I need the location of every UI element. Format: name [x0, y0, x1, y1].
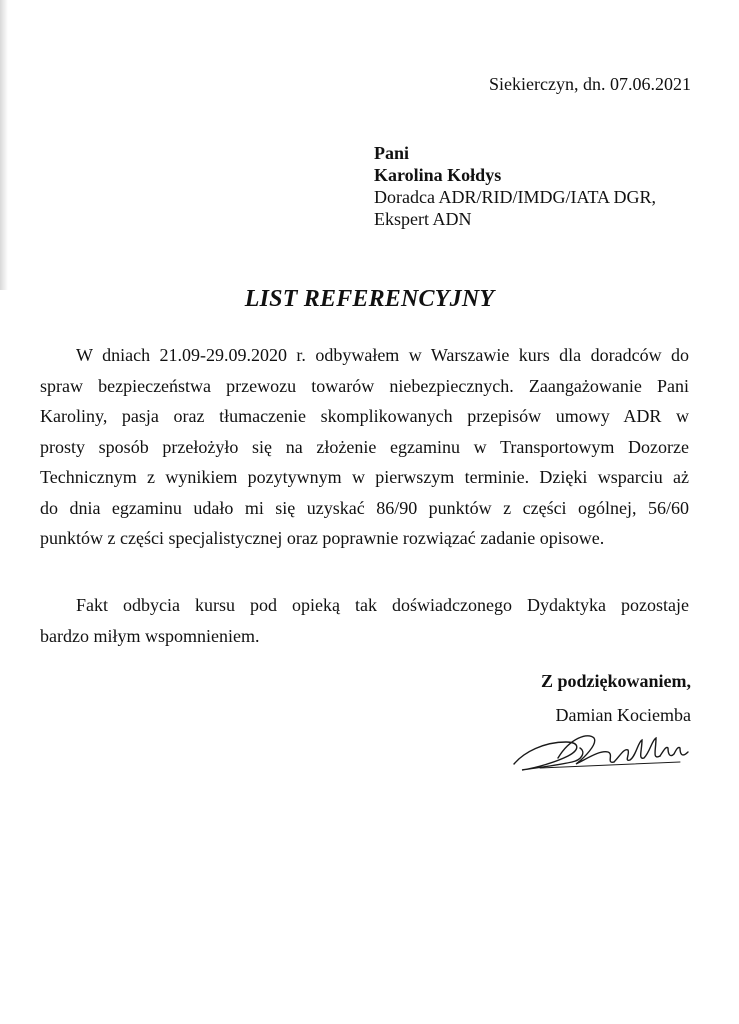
signer-name: Damian Kociemba — [555, 705, 691, 725]
recipient-role-line1: Doradca ADR/RID/IMDG/IATA DGR, — [374, 187, 657, 207]
paragraph-line: W dniach 21.09-29.09.2020 r. odbywałem w Warszawie kurs dla doradców do — [76, 345, 689, 365]
recipient-name: Karolina Kołdys — [374, 165, 502, 185]
paragraph-line: punktów z części specjalistycznej oraz poprawnie rozwiązać zadanie opisowe. — [40, 528, 605, 548]
paragraph-line: spraw bezpieczeństwa przewozu towarów niebezpiecznych. Zaangażowanie Pani — [40, 375, 689, 396]
page-edge-shadow — [0, 0, 8, 290]
paragraph-line: Technicznym z wynikiem pozytywnym w pierwszym terminie. Dzięki wsparciu aż — [40, 467, 689, 487]
document-title: LIST REFERENCYJNY — [244, 286, 495, 312]
recipient-block — [374, 142, 656, 230]
paragraph-line: Fakt odbycia kursu pod opieką tak doświadczonego Dydaktyka pozostaje — [76, 595, 689, 615]
place-date: Siekierczyn, dn. 07.06.2021 — [489, 74, 691, 94]
paragraph-line: Karoliny, pasja oraz tłumaczenie skomplikowanych przepisów umowy ADR w — [40, 406, 689, 426]
recipient-role-line2: Ekspert ADN — [374, 209, 472, 229]
closing-phrase: Z podziękowaniem, — [540, 671, 691, 691]
body-paragraph-1 — [40, 340, 689, 554]
paragraph-line: do dnia egzaminu udało mi się uzyskać 86/90 punktów z części ogólnej, 56/60 — [40, 497, 689, 518]
body-paragraph-2 — [40, 590, 689, 651]
recipient-salutation: Pani — [374, 143, 410, 163]
paragraph-line: prosty sposób przełożyło się na złożenie egzaminu w Transportowym Dozorze — [40, 436, 689, 457]
paragraph-line: bardzo miłym wspomnieniem. — [40, 625, 260, 646]
handwritten-signature — [510, 728, 695, 776]
